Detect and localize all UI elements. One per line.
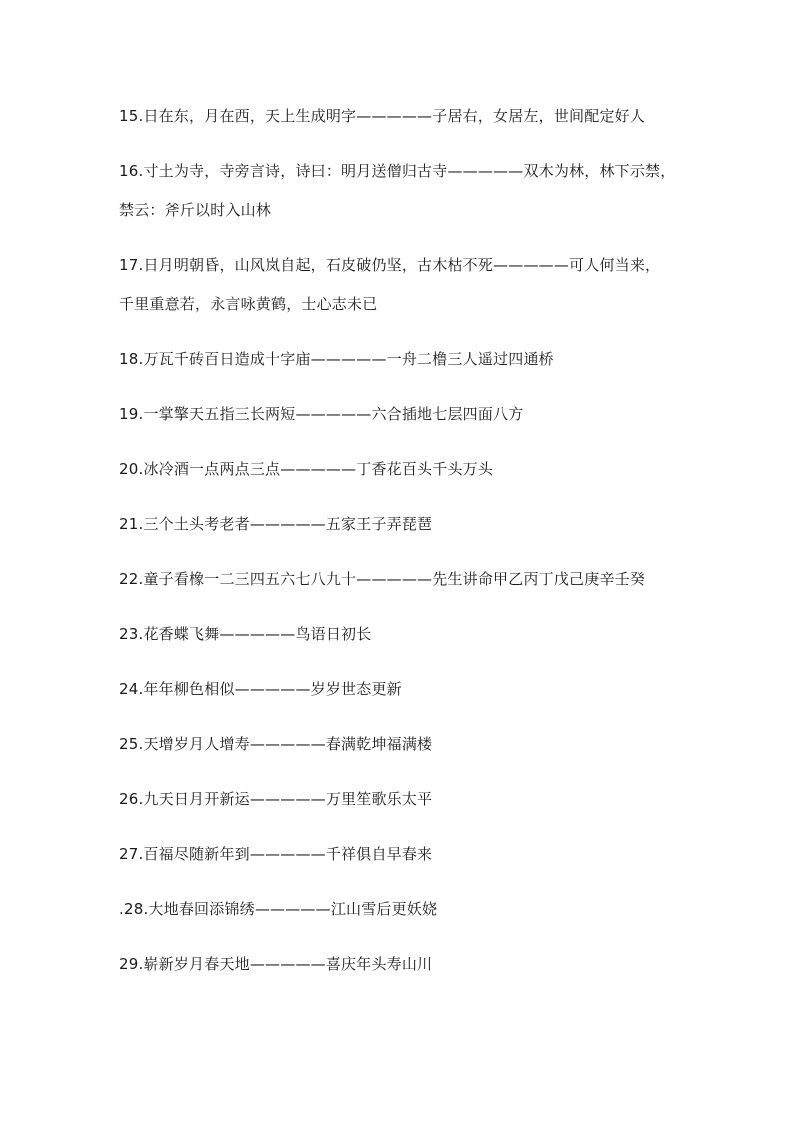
couplet-line: 17.日月明朝昏，山风岚自起，石皮破仍坚，古木枯不死—————可人何当来， [119,256,661,274]
couplet-line: 20.冰冷酒一点两点三点—————丁香花百头千头万头 [119,460,494,478]
couplet-entry-24 [119,676,679,703]
couplet-line-continued: 千里重意若，永言咏黄鹤，士心志未已 [119,295,378,313]
couplet-line: 29.崭新岁月春天地—————喜庆年头寿山川 [119,955,433,973]
couplet-entry-21 [119,511,679,538]
couplet-entry-17 [119,252,679,318]
couplet-entry-28 [119,896,679,923]
couplet-line: 23.花香蝶飞舞—————鸟语日初长 [119,625,372,643]
couplet-entry-16 [119,158,679,224]
couplet-line: 22.童子看橡一二三四五六七八九十—————先生讲命甲乙丙丁戊己庚辛壬癸 [119,570,646,588]
couplet-line: 24.年年柳色相似—————岁岁世态更新 [119,680,402,698]
couplet-entry-15 [119,103,679,130]
couplet-entry-22 [119,566,679,593]
couplet-line: .28.大地春回添锦绣—————江山雪后更妖娆 [119,900,438,918]
couplet-entry-20 [119,456,679,483]
couplet-entry-23 [119,621,679,648]
couplet-line: 16.寸土为寺，寺旁言诗，诗曰：明月送僧归古寺—————双木为林，林下示禁， [119,162,676,180]
couplet-line: 21.三个土头考老者—————五家王子弄琵琶 [119,515,433,533]
couplet-entry-19 [119,401,679,428]
couplet-line: 18.万瓦千砖百日造成十字庙—————一舟二橹三人遥过四通桥 [119,350,554,368]
couplet-entry-26 [119,786,679,813]
couplet-line: 26.九天日月开新运—————万里笙歌乐太平 [119,790,433,808]
couplet-entry-27 [119,841,679,868]
couplet-line: 19.一掌擎天五指三长两短—————六合插地七层四面八方 [119,405,524,423]
couplet-entry-18 [119,346,679,373]
couplet-line: 27.百福尽随新年到—————千祥俱自早春来 [119,845,433,863]
couplet-line-continued: 禁云：斧斤以时入山林 [119,201,272,219]
couplet-line: 25.天增岁月人增寿—————春满乾坤福满楼 [119,735,433,753]
couplet-entry-29 [119,951,679,978]
couplet-list [119,103,679,978]
couplet-line: 15.日在东，月在西，天上生成明字—————子居右，女居左，世间配定好人 [119,107,646,125]
couplet-entry-25 [119,731,679,758]
